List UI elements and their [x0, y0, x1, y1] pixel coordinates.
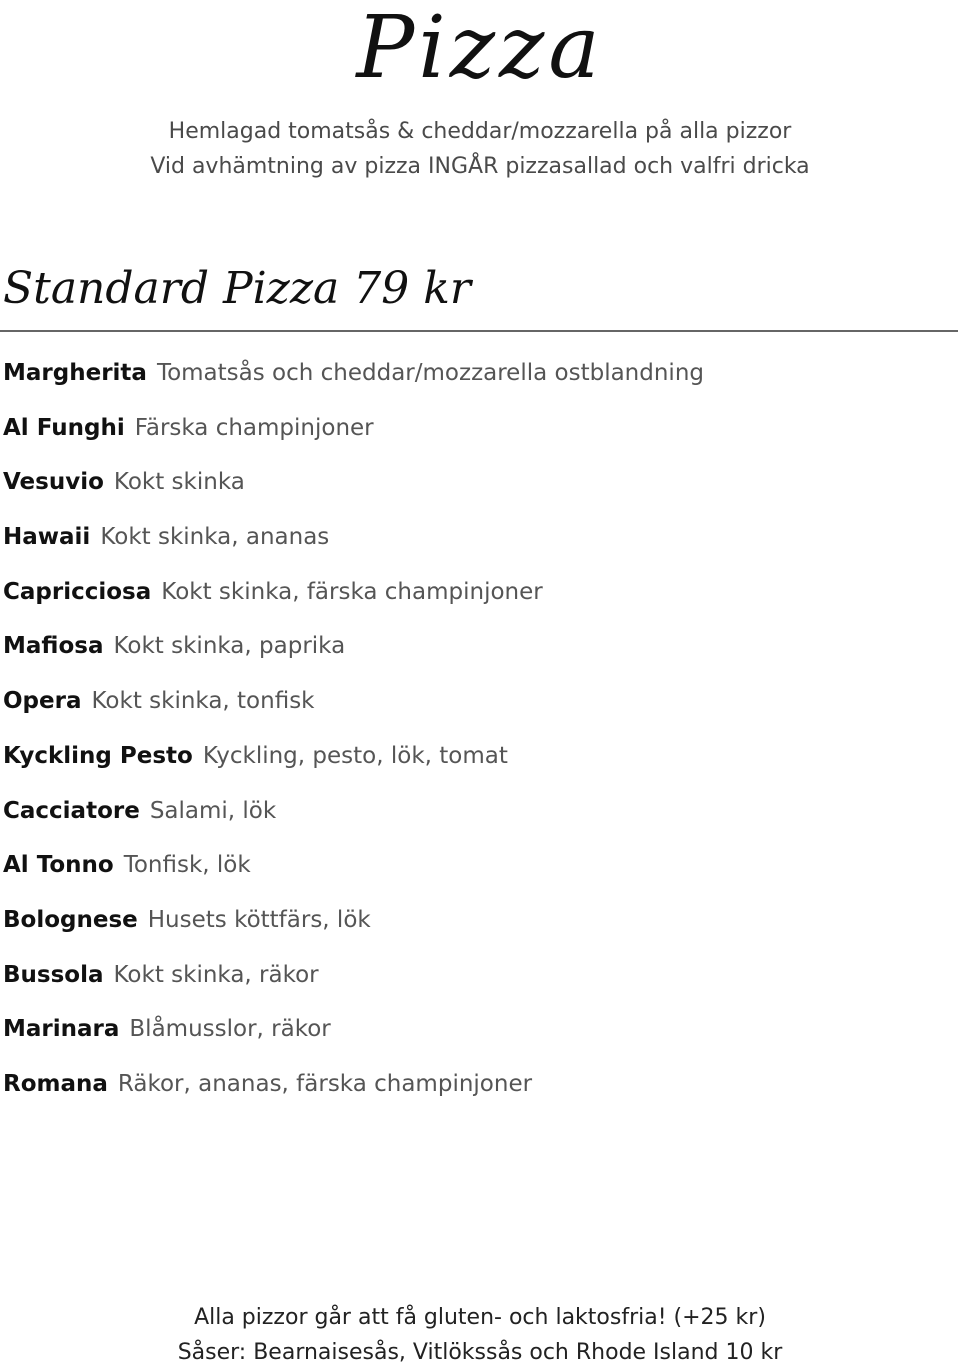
menu-item [3, 848, 953, 903]
pizza-name: Romana [3, 1070, 108, 1097]
menu-item [3, 411, 953, 466]
pizza-name: Margherita [3, 360, 147, 386]
pizza-name: Hawaii [3, 524, 91, 551]
menu-item [3, 739, 953, 794]
pizza-description: Blåmusslor, räkor [129, 1016, 331, 1043]
menu-item [3, 794, 953, 849]
menu-item [3, 903, 953, 958]
pizza-description: Tomatsås och cheddar/mozzarella ostblandning [156, 360, 704, 386]
pizza-name: Marinara [3, 1016, 120, 1043]
pizza-description: Kokt skinka, färska champinjoner [161, 578, 543, 605]
pizza-name: Mafiosa [3, 633, 104, 660]
pizza-name: Opera [3, 688, 82, 715]
menu-item [3, 575, 953, 630]
pizza-description: Kokt skinka, tonfisk [91, 688, 315, 715]
footer-sauces-note: Såser: Bearnaisesås, Vitlökssås och Rhode Island 10 kr [177, 1340, 783, 1365]
menu-item [3, 465, 953, 520]
pizza-description: Kokt skinka, räkor [113, 961, 319, 988]
menu-item [3, 629, 953, 684]
menu-item [3, 958, 953, 1013]
page-title: Pizza [356, 0, 604, 98]
subtitle-sauce-info: Hemlagad tomatsås & cheddar/mozzarella på alla pizzor [168, 119, 792, 144]
pizza-description: Färska champinjoner [134, 414, 374, 441]
pizza-name: Bolognese [3, 906, 138, 933]
menu-item [3, 356, 953, 411]
pizza-name: Kyckling Pesto [3, 742, 193, 769]
pizza-description: Tonfisk, lök [123, 852, 251, 879]
menu-item [3, 1012, 953, 1067]
pizza-name: Al Funghi [3, 414, 125, 441]
pizza-name: Cacciatore [3, 797, 140, 824]
pizza-name: Bussola [3, 961, 104, 988]
menu-item [3, 684, 953, 739]
footer-gluten-lactose-note: Alla pizzor går att få gluten- och laktosfria! (+25 kr) [194, 1305, 766, 1330]
pizza-description: Kyckling, pesto, lök, tomat [202, 742, 508, 769]
pizza-description: Kokt skinka, paprika [113, 633, 346, 660]
menu-item [3, 520, 953, 575]
pizza-name: Capricciosa [3, 578, 152, 605]
pizza-description: Räkor, ananas, färska champinjoner [117, 1070, 533, 1097]
pizza-description: Salami, lök [149, 797, 277, 824]
pizza-name: Vesuvio [3, 469, 104, 496]
section-divider [0, 330, 958, 332]
pizza-description: Husets köttfärs, lök [147, 906, 371, 933]
pizza-description: Kokt skinka [113, 469, 245, 496]
pizza-description: Kokt skinka, ananas [100, 524, 330, 551]
pizza-menu-list [3, 356, 953, 1122]
section-heading-standard-pizza: Standard Pizza 79 kr [3, 263, 471, 314]
menu-item [3, 1067, 953, 1122]
pizza-name: Al Tonno [3, 852, 114, 879]
subtitle-takeaway-info: Vid avhämtning av pizza INGÅR pizzasallad och valfri dricka [150, 154, 810, 179]
